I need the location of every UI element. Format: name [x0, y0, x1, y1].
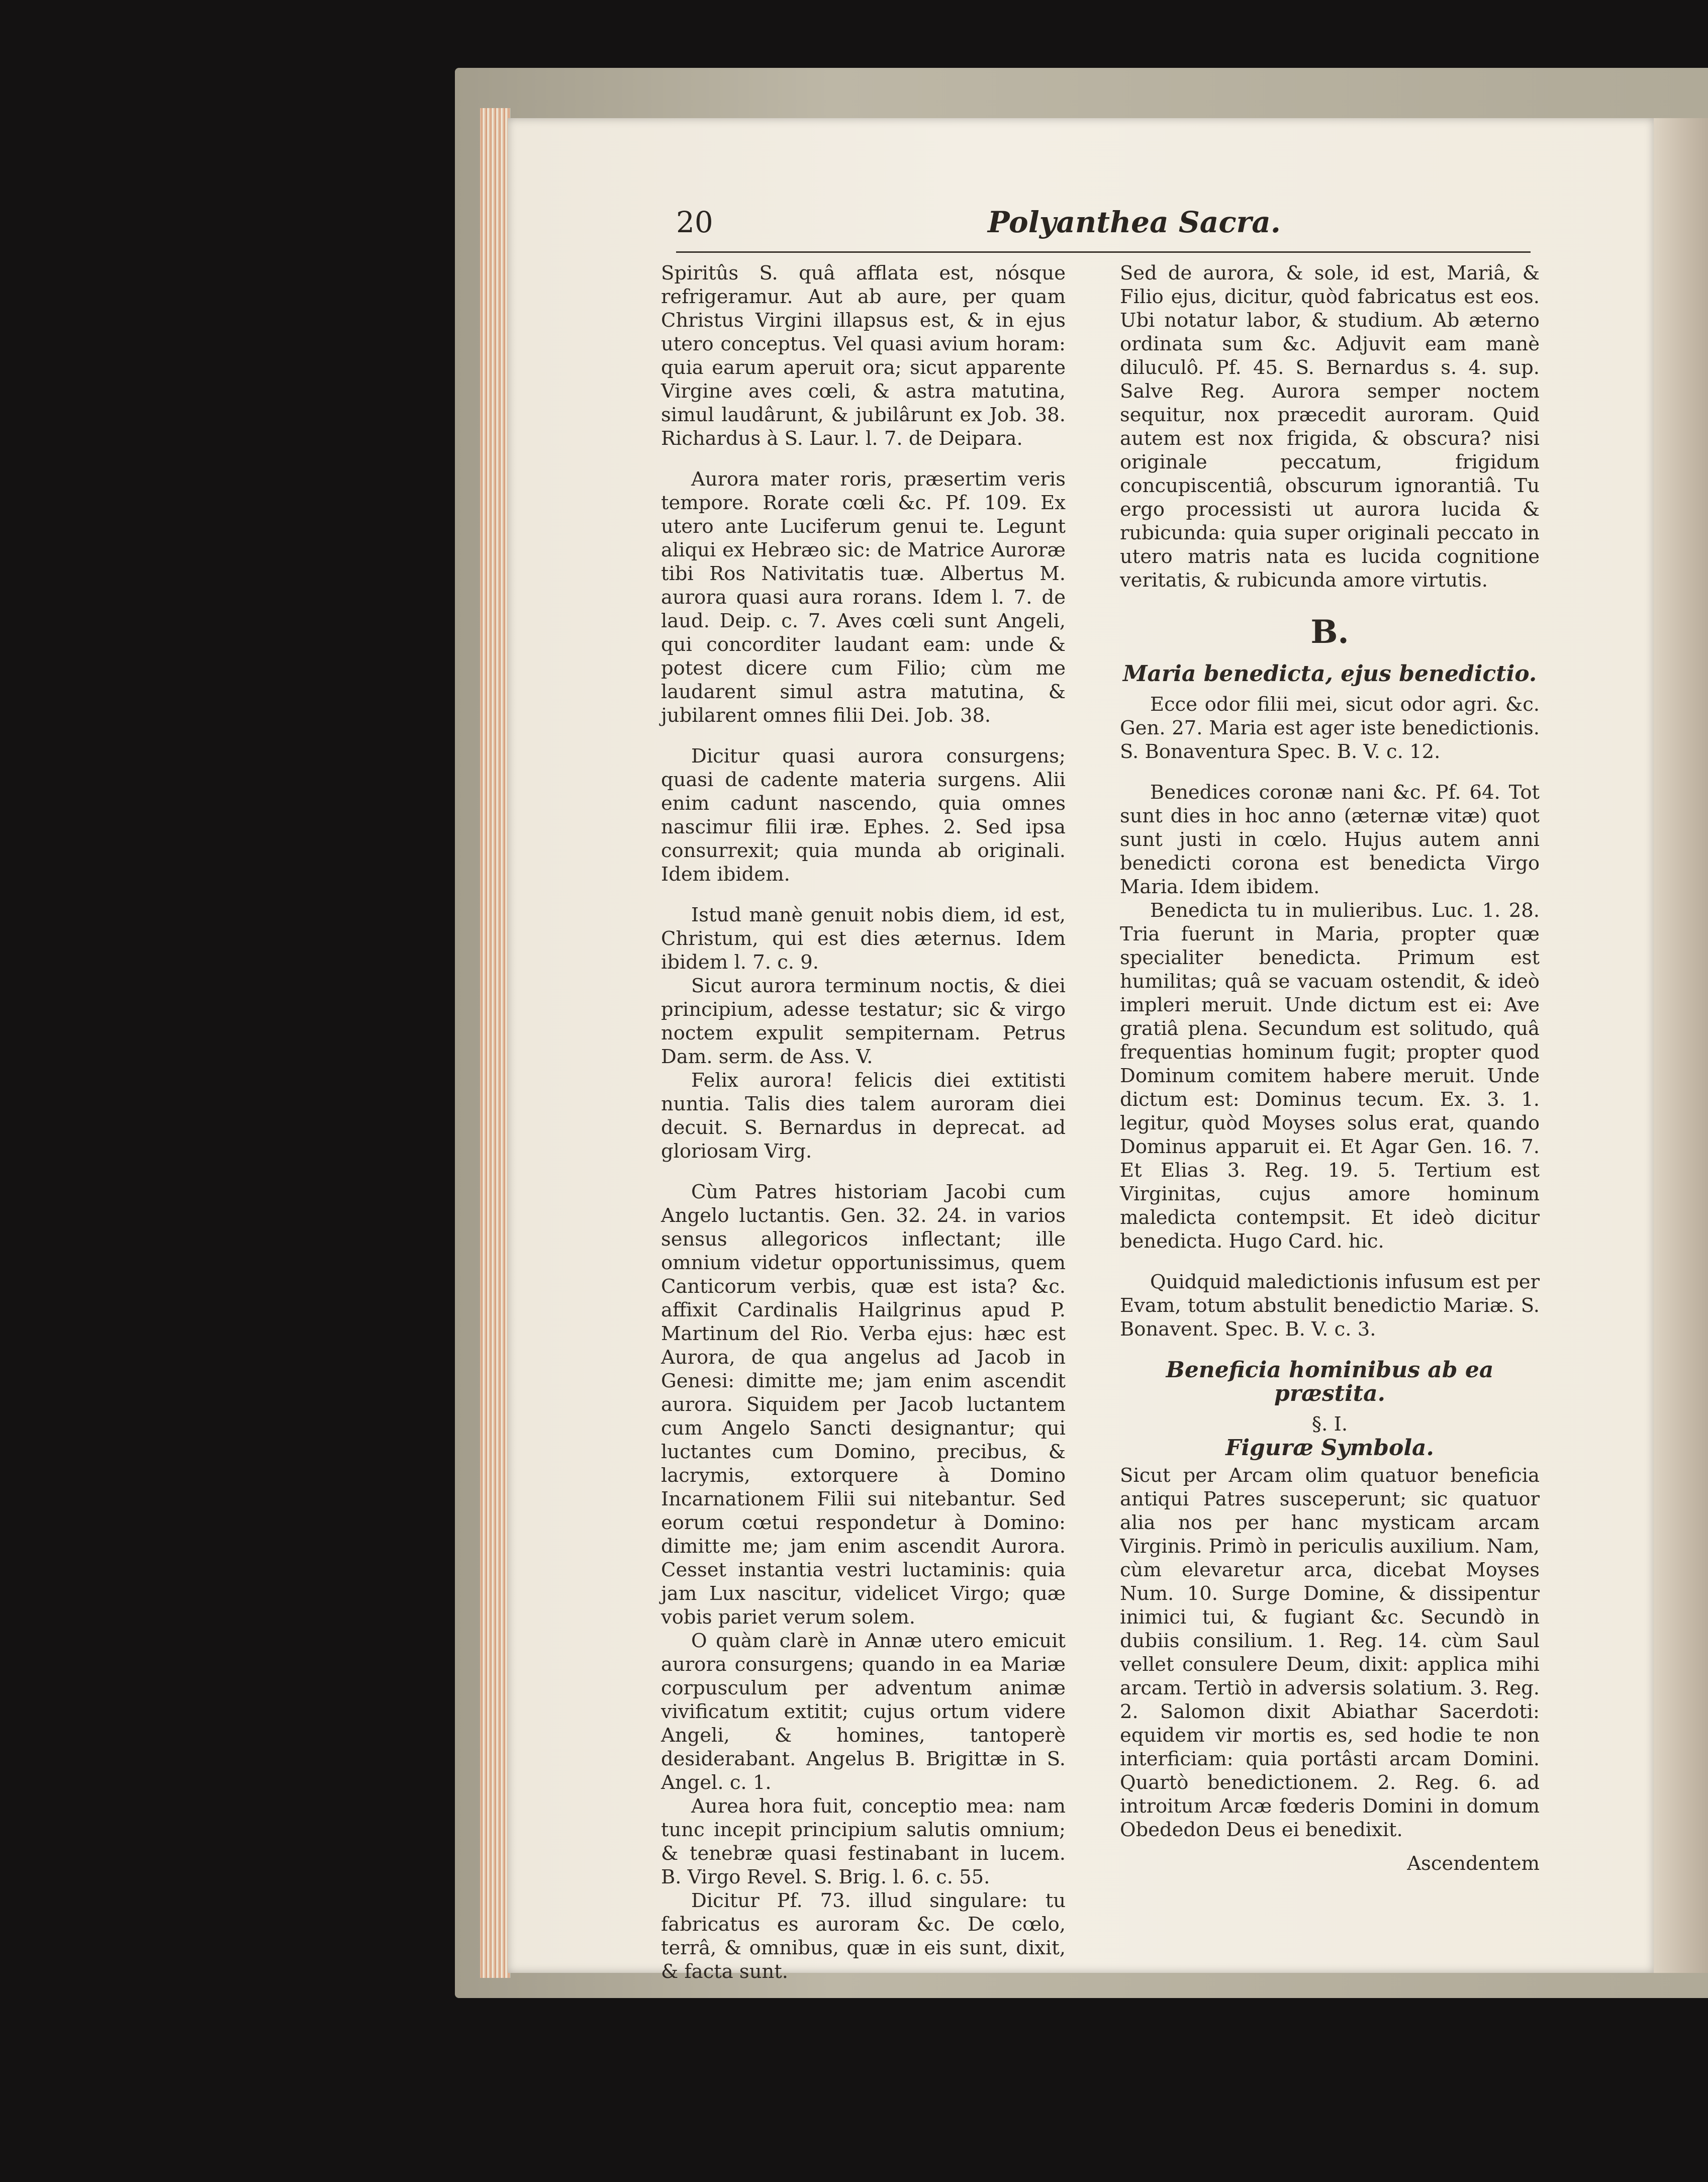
paragraph: Sicut aurora terminum noctis, & diei principium, adesse testatur; sic & virgo noctem expulit sempiternam. Petrus Dam. serm. de Ass. V. [661, 975, 1066, 1068]
book-gutter [1654, 118, 1708, 1973]
paragraph: Benedicta tu in mulieribus. Luc. 1. 28. Tria fuerunt in Maria, propter quæ specialiter benedicta. Primum est humilitas; quâ se vacuam ostendit, & ideò impleri meruit. Unde dictum est ei: Ave gratiâ plena. Secundum est solitudo, quâ frequentias hominum fugit; propter quod Dominum comitem habere meruit. Unde dictum est: Dominus tecum. Ex. 3. 1. legitur, quòd Moyses solus erat, quando Dominus apparuit ei. Et Agar Gen. 16. 7. Et Elias 3. Reg. 19. 5. Tertium est Virginitas, cujus amore hominum maledicta contempsit. Et ideò dicitur benedicta. Hugo Card. hic. [1120, 899, 1540, 1253]
paragraph: Istud manè genuit nobis diem, id est, Christum, qui est dies æternus. Idem ibidem l. 7. c. 9. [661, 904, 1066, 974]
header-rule [676, 251, 1531, 253]
paragraph: Benedices coronæ nani &c. Pf. 64. Tot sunt dies in hoc anno (æternæ vitæ) quot sunt justi in cœlo. Hujus autem anni benedicti corona est benedicta Virgo Maria. Idem ibidem. [1120, 781, 1540, 898]
paragraph: Sicut per Arcam olim quatuor beneficia antiqui Patres susceperunt; sic quatuor alia nos per hanc mysticam arcam Virginis. Primò in periculis auxilium. Nam, cùm elevaretur arca, dicebat Moyses Num. 10. Surge Domine, & dissipentur inimici tui, & fugiant &c. Secundò in dubiis consilium. 1. Reg. 14. cùm Saul vellet consulere Deum, dixit: applica mihi arcam. Tertiò in adversis solatium. 3. Reg. 2. Salomon dixit Abiathar Sacerdoti: equidem vir mortis es, sed hodie te non interficiam: quia portâsti arcam Domini. Quartò benedictionem. 2. Reg. 6. ad introitum Arcæ fœderis Domini in domum Obededon Deus ei benedixit. [1120, 1464, 1540, 1841]
paragraph: Sed de aurora, & sole, id est, Mariâ, & Filio ejus, dicitur, quòd fabricatus est eos. Ubi notatur labor, & studium. Ab æterno ordinata sum &c. Adjuvit eam manè diluculô. Pf. 45. S. Bernardus s. 4. sup. Salve Reg. Aurora semper noctem sequitur, nox præcedit auroram. Quid autem est nox frigida, & obscura? nisi originale peccatum, frigidum concupiscentiâ, obscurum ignorantiâ. Tu ergo processisti ut aurora lucida & rubicunda: quia super originali peccato in utero matris nata es lucida cognitione veritatis, & rubicunda amore virtutis. [1120, 262, 1540, 592]
paragraph: Quidquid maledictionis infusum est per Evam, totum abstulit benedictio Mariæ. S. Bonavent. Spec. B. V. c. 3. [1120, 1271, 1540, 1341]
paragraph: Aurea hora fuit, conceptio mea: nam tunc incepit principium salutis omnium; & tenebræ quasi festinabant in lucem. B. Virgo Revel. S. Brig. l. 6. c. 55. [661, 1795, 1066, 1888]
right-column [1120, 261, 1540, 1875]
section-number: §. I. [1311, 1413, 1348, 1436]
paragraph: Dicitur Pf. 73. illud singulare: tu fabricatus es auroram &c. De cœlo, terrâ, & omnibus, quæ in eis sunt, dixit, & facta sunt. [661, 1889, 1066, 1983]
paragraph: Spiritûs S. quâ afflata est, nósque refrigeramur. Aut ab aure, per quam Christus Virgini illapsus est, & in ejus utero conceptus. Vel quasi avium horam: quia earum aperuit ora; sicut apparente Virgine aves cœli, & astra matutina, simul laudârunt, & jubilârunt ex Job. 38. Richardus à S. Laur. l. 7. de Deipara. [661, 262, 1066, 450]
section-letter: B. [1310, 613, 1349, 651]
paragraph: Aurora mater roris, præsertim veris tempore. Rorate cœli &c. Pf. 109. Ex utero ante Luciferum genui te. Legunt aliqui ex Hebræo sic: de Matrice Auroræ tibi Ros Nativitatis tuæ. Albertus M. aurora quasi aura rorans. Idem l. 7. de laud. Deip. c. 7. Aves cœli sunt Angeli, qui concorditer laudant eam: unde & potest dicere cum Filio; cùm me laudarent simul astra matutina, & jubilarent omnes filii Dei. Job. 38. [661, 468, 1066, 727]
section-heading: Maria benedicta, ejus benedictio. [1122, 661, 1537, 687]
paragraph: Ecce odor filii mei, sicut odor agri. &c. Gen. 27. Maria est ager iste benedictionis. S. Bonaventura Spec. B. V. c. 12. [1120, 693, 1540, 763]
paragraph: Felix aurora! felicis diei extitisti nuntia. Talis dies talem auroram diei decuit. S. Bernardus in deprecat. ad gloriosam Virg. [661, 1069, 1066, 1163]
paragraph: Dicitur quasi aurora consurgens; quasi de cadente materia surgens. Alii enim cadunt nascendo, quia omnes nascimur filii iræ. Ephes. 2. Sed ipsa consurrexit; quia munda ab originali. Idem ibidem. [661, 745, 1066, 886]
running-head [676, 205, 1465, 260]
running-title: Polyanthea Sacra. [988, 205, 1281, 239]
section-heading: Beneficia hominibus ab ea præstita. [1166, 1357, 1494, 1406]
catchword: Ascendentem [1407, 1852, 1540, 1875]
paragraph: O quàm clarè in Annæ utero emicuit aurora consurgens; quando in ea Mariæ corpusculum per adventum animæ vivificatum extitit; cujus ortum videre Angeli, & homines, tantoperè desiderabant. Angelus B. Brigittæ in S. Angel. c. 1. [661, 1630, 1066, 1794]
left-column [661, 261, 1066, 1983]
page-number: 20 [676, 205, 713, 239]
page-edges [480, 108, 510, 1978]
paragraph: Cùm Patres historiam Jacobi cum Angelo luctantis. Gen. 32. 24. in varios sensus allegoricos inflectant; ille omnium videtur opportunissimus, quem Canticorum verbis, quæ est ista? &c. affixit Cardinalis Hailgrinus apud P. Martinum del Rio. Verba ejus: hæc est Aurora, de qua angelus ad Jacob in Genesi: dimitte me; jam enim ascendit aurora. Siquidem per Jacob luctantem cum Angelo Sancti designantur; qui luctantes cum Domino, precibus, & lacrymis, extorquere à Domino Incarnationem Filii sui nitebantur. Sed eorum cœtui respondetur à Domino: dimitte me; jam enim ascendit Aurora. Cesset instantia vestri luctaminis: quia jam Lux nascitur, videlicet Virgo; quæ vobis pariet verum solem. [661, 1181, 1066, 1629]
sub-heading: Figuræ Symbola. [1225, 1435, 1434, 1461]
